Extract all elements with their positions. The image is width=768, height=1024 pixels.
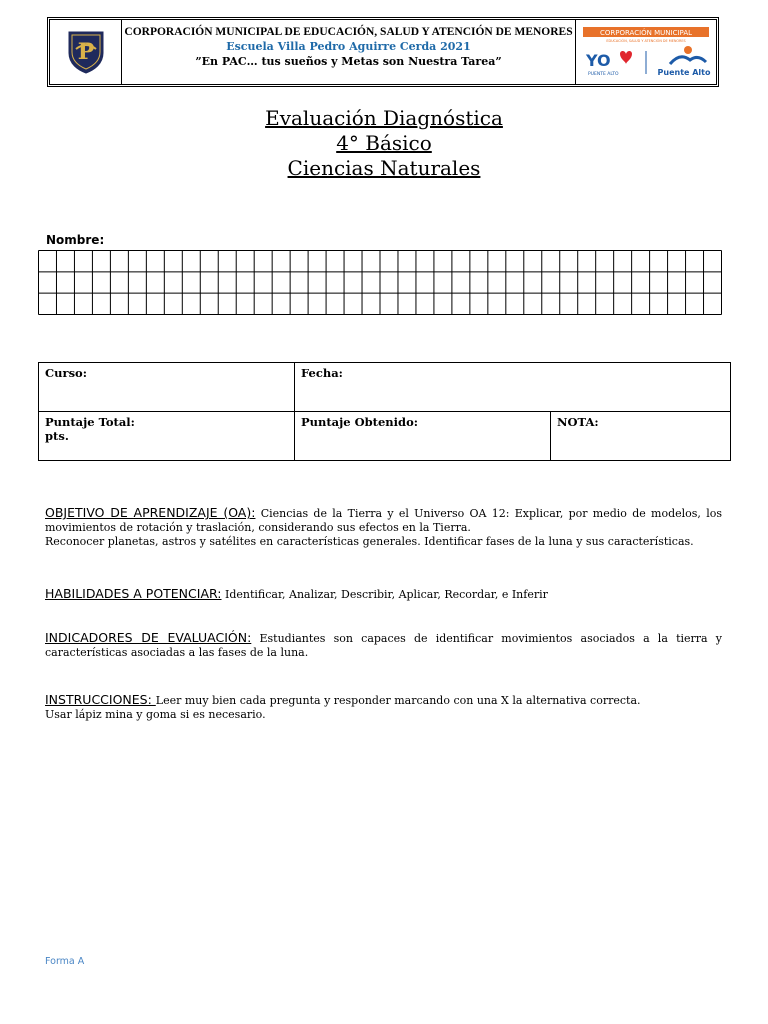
instrucciones-text-2: Usar lápiz mina y goma si es necesario. <box>45 708 266 721</box>
form-version: Forma A <box>45 956 85 967</box>
header-text <box>122 20 576 84</box>
habilidades-text: Identificar, Analizar, Describir, Aplicar, Recordar, e Inferir <box>221 588 548 601</box>
heart-icon <box>620 51 632 64</box>
school-name: Escuela Villa Pedro Aguirre Cerda 2021 <box>226 40 471 53</box>
svg-text:P: P <box>77 39 94 65</box>
document-titles <box>0 106 768 181</box>
fecha-cell[interactable] <box>295 363 731 412</box>
puntaje-obtenido-cell[interactable] <box>295 412 551 461</box>
puntaje-total-label: Puntaje Total: <box>45 415 135 429</box>
sun-icon <box>684 46 692 54</box>
corporation-name: CORPORACIÓN MUNICIPAL DE EDUCACIÓN, SALUD Y ATENCIÓN DE MENORES <box>124 26 573 38</box>
objetivo-text: Ciencias de la Tierra y el Universo OA 12: Explicar, por medio de modelos, los movimientos de rotación y traslación, considerando sus efectos en la Tierra. <box>45 507 722 534</box>
instrucciones-text: Leer muy bien cada pregunta y responder marcando con una X la alternativa correcta. <box>155 694 641 707</box>
mountain-icon <box>670 57 706 64</box>
puntaje-obtenido-label: Puntaje Obtenido: <box>301 415 418 429</box>
school-header <box>47 17 719 87</box>
nota-label: NOTA: <box>557 415 599 429</box>
logo-puente-alto: Puente Alto <box>657 68 711 77</box>
objetivo-section <box>45 506 722 549</box>
objetivo-label: OBJETIVO DE APRENDIZAJE (OA): <box>45 505 256 520</box>
logo-yo-sub: PUENTE ALTO <box>588 72 619 77</box>
indicadores-label: INDICADORES DE EVALUACIÓN: <box>45 630 252 645</box>
logo-subtitle: EDUCACIÓN, SALUD Y ATENCIÓN DE MENORES <box>606 39 686 43</box>
logo-yo: YO <box>586 51 611 70</box>
curso-cell[interactable] <box>39 363 295 412</box>
habilidades-section <box>45 587 722 602</box>
title-subject: Ciencias Naturales <box>287 156 481 180</box>
instrucciones-label: INSTRUCCIONES: <box>45 692 156 707</box>
title-grade: 4° Básico <box>336 131 432 155</box>
nota-cell[interactable] <box>551 412 731 461</box>
municipal-logo <box>576 20 716 84</box>
pts-label: pts. <box>45 429 69 443</box>
curso-label: Curso: <box>45 366 87 380</box>
indicadores-section <box>45 631 722 660</box>
student-info-table <box>38 362 731 461</box>
habilidades-label: HABILIDADES A POTENCIAR: <box>45 586 222 601</box>
puntaje-total-cell[interactable] <box>39 412 295 461</box>
objetivo-text-2: Reconocer planetas, astros y satélites en características generales. Identificar fases de la luna y sus características. <box>45 535 694 548</box>
title-evaluation: Evaluación Diagnóstica <box>265 106 503 130</box>
name-grid[interactable] <box>38 250 722 315</box>
instrucciones-section <box>45 693 722 722</box>
school-crest-logo <box>50 20 122 84</box>
logo-banner: CORPORACIÓN MUNICIPAL <box>599 29 693 37</box>
fecha-label: Fecha: <box>301 366 343 380</box>
indicadores-text: Estudiantes son capaces de identificar movimientos asociados a la tierra y características asociadas a las fases de la luna. <box>45 632 722 659</box>
school-motto: ”En PAC… tus sueños y Metas son Nuestra Tarea” <box>195 55 502 68</box>
nombre-label: Nombre: <box>46 233 105 247</box>
